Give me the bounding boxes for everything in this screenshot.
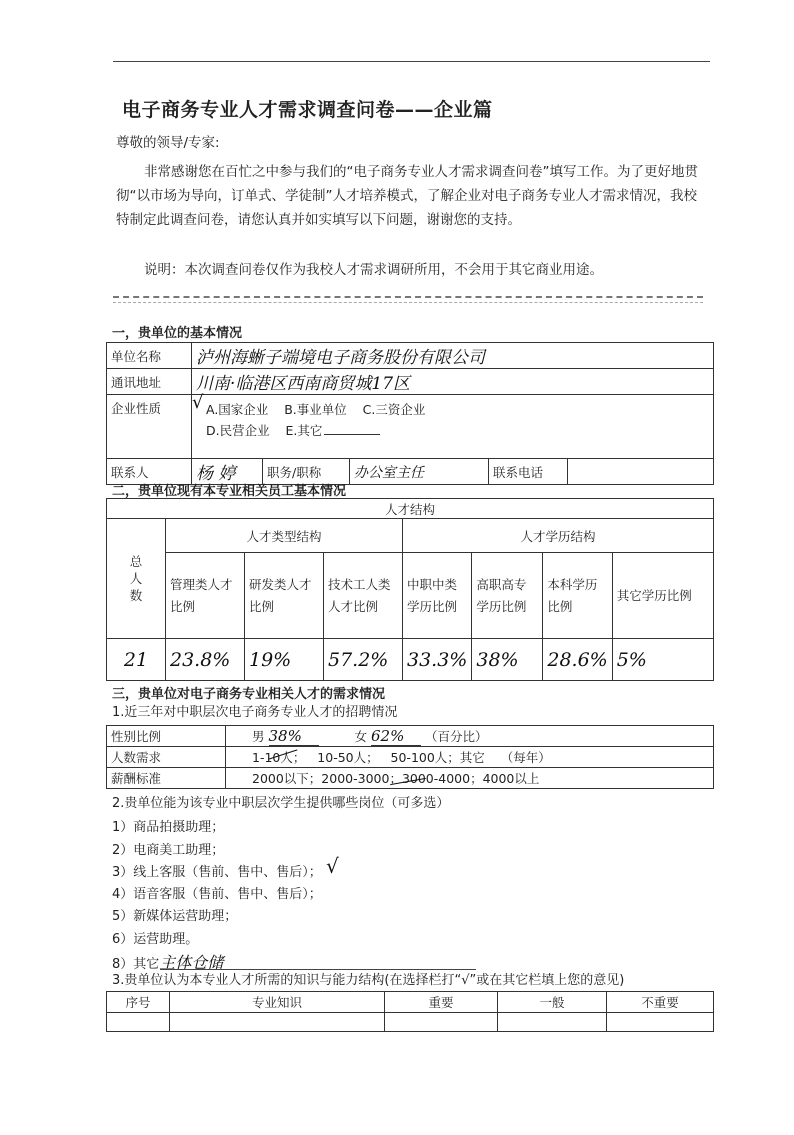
post-item-2[interactable]: 2）电商美工助理； bbox=[112, 843, 225, 858]
value-secondary: 33.3% bbox=[407, 648, 468, 671]
gender-female-label: 女 bbox=[354, 728, 367, 744]
value-cell-secondary[interactable] bbox=[403, 639, 472, 681]
gender-female-value: 62% bbox=[371, 727, 421, 746]
position-field[interactable] bbox=[350, 459, 489, 485]
position-value: 办公室主任 bbox=[354, 464, 424, 481]
total-value-cell[interactable] bbox=[107, 639, 166, 681]
address-label: 通讯地址 bbox=[107, 369, 192, 395]
value-cell-other[interactable] bbox=[612, 639, 713, 681]
post-other-value: 主体仓储 bbox=[159, 953, 224, 972]
phone-label: 联系电话 bbox=[489, 459, 568, 485]
header-not-important: 不重要 bbox=[607, 992, 714, 1013]
nature-options-row1: A.国家企业 B.事业单位 C.三资企业 bbox=[206, 402, 426, 417]
nature-options-row2 bbox=[206, 420, 709, 441]
dashed-divider bbox=[113, 296, 703, 298]
position-label: 职务/职称 bbox=[263, 459, 350, 485]
post-item-1[interactable]: 1）商品拍摄助理； bbox=[112, 820, 225, 835]
col-header-technical: 技术工人类人才比例 bbox=[324, 553, 403, 639]
question-2: 2.贵单位能为该专业中职层次学生提供哪些岗位（可多选） bbox=[112, 796, 450, 811]
edu-structure-header: 人才学历结构 bbox=[403, 519, 714, 553]
page-title: 电子商务专业人才需求调查问卷——企业篇 bbox=[122, 99, 493, 121]
demand-label: 人数需求 bbox=[107, 747, 226, 768]
col-header-management: 管理类人才比例 bbox=[166, 553, 245, 639]
empty-cell[interactable] bbox=[498, 1013, 607, 1032]
section3-heading: 三，贵单位对电子商务专业相关人才的需求情况 bbox=[112, 687, 386, 702]
col-header-secondary: 中职中类学历比例 bbox=[403, 553, 472, 639]
question-3: 3.贵单位认为本专业人才所需的知识与能力结构(在选择栏打“√”或在其它栏填上您的意见) bbox=[112, 973, 625, 988]
value-cell-vocational[interactable] bbox=[472, 639, 543, 681]
col-header-bachelor: 本科学历比例 bbox=[543, 553, 612, 639]
nature-options[interactable] bbox=[192, 395, 714, 459]
col-header-rnd: 研发类人才比例 bbox=[245, 553, 324, 639]
value-other: 5% bbox=[616, 648, 647, 671]
post-item-5[interactable]: 5）新媒体运营助理； bbox=[112, 909, 238, 924]
top-rule bbox=[113, 61, 710, 62]
gender-field[interactable] bbox=[226, 726, 714, 747]
header-knowledge: 专业知识 bbox=[170, 992, 385, 1013]
total-header-text: 总人数 bbox=[129, 554, 143, 603]
staff-table bbox=[106, 498, 714, 681]
header-seq: 序号 bbox=[107, 992, 170, 1013]
check-mark: √ bbox=[192, 392, 204, 413]
gender-male-label: 男 bbox=[252, 728, 265, 744]
type-structure-header: 人才类型结构 bbox=[166, 519, 403, 553]
col-header-vocational: 高职高专学历比例 bbox=[472, 553, 543, 639]
header-important: 重要 bbox=[385, 992, 498, 1013]
unit-name-field[interactable] bbox=[192, 343, 714, 369]
contact-value: 杨 婷 bbox=[196, 464, 236, 484]
unit-name-label: 单位名称 bbox=[107, 343, 192, 369]
value-rnd: 19% bbox=[249, 648, 292, 671]
value-cell-bachelor[interactable] bbox=[543, 639, 612, 681]
post-item-6[interactable]: 6）运营助理。 bbox=[112, 932, 199, 947]
empty-cell[interactable] bbox=[607, 1013, 714, 1032]
value-bachelor: 28.6% bbox=[547, 648, 608, 671]
value-technical: 57.2% bbox=[328, 648, 389, 671]
post-item-3[interactable]: 3）线上客服（售前、售中、售后）； bbox=[112, 865, 322, 880]
salary-options[interactable]: 2000以下；2000-3000；3000-4000；4000以上 bbox=[226, 768, 714, 789]
dashed-divider-2 bbox=[113, 302, 703, 303]
post-3-check-mark: √ bbox=[326, 854, 339, 878]
gender-label: 性别比例 bbox=[107, 726, 226, 747]
col-header-other: 其它学历比例 bbox=[612, 553, 713, 639]
question-1: 1.近三年对中职层次电子商务专业人才的招聘情况 bbox=[112, 705, 398, 720]
total-header bbox=[107, 519, 166, 639]
nature-label: 企业性质 bbox=[107, 395, 192, 459]
section2-heading: 二，贵单位现有本专业相关员工基本情况 bbox=[112, 484, 347, 499]
other-underline bbox=[160, 969, 476, 970]
value-management: 23.8% bbox=[170, 648, 231, 671]
value-vocational: 38% bbox=[476, 648, 519, 671]
knowledge-table bbox=[106, 991, 714, 1032]
section1-heading: 一，贵单位的基本情况 bbox=[112, 326, 243, 341]
header-normal: 一般 bbox=[498, 992, 607, 1013]
nature-options-row2-text: D.民营企业 E.其它 bbox=[206, 423, 323, 438]
talent-structure-header: 人才结构 bbox=[107, 499, 714, 519]
gender-male-value: 38% bbox=[269, 727, 319, 746]
intro-paragraph: 非常感谢您在百忙之中参与我们的“电子商务专业人才需求调查问卷”填写工作。为了更好地贯彻“以市场为导向，订单式、学徒制”人才培养模式，了解企业对电子商务专业人才需求情况，我校特制定此调查问卷，请您认真并如实填写以下问题，谢谢您的支持。 bbox=[116, 164, 698, 228]
empty-cell[interactable] bbox=[385, 1013, 498, 1032]
recruit-table bbox=[106, 725, 714, 789]
address-field[interactable] bbox=[192, 369, 714, 395]
post-item-4[interactable]: 4）语音客服（售前、售中、售后）； bbox=[112, 887, 322, 902]
unit-name-value: 泸州海蜥子端境电子商务股份有限公司 bbox=[196, 348, 485, 368]
contact-label: 联系人 bbox=[107, 459, 192, 485]
value-cell-technical[interactable] bbox=[324, 639, 403, 681]
phone-field[interactable] bbox=[568, 459, 714, 485]
salary-label: 薪酬标准 bbox=[107, 768, 226, 789]
post-item-8-label: 8）其它 bbox=[112, 957, 160, 972]
total-value: 21 bbox=[123, 648, 149, 671]
value-cell-management[interactable] bbox=[166, 639, 245, 681]
note-text: 说明：本次调查问卷仅作为我校人才需求调研所用，不会用于其它商业用途。 bbox=[144, 262, 603, 278]
gender-suffix: （百分比） bbox=[424, 728, 488, 744]
demand-options[interactable]: 1-10人； 10-50人； 50-100人；其它 （每年） bbox=[226, 747, 714, 768]
value-cell-rnd[interactable] bbox=[245, 639, 324, 681]
empty-cell bbox=[107, 1013, 170, 1032]
salutation: 尊敬的领导/专家: bbox=[116, 135, 220, 151]
address-value: 川南·临港区西南商贸城17区 bbox=[196, 374, 411, 394]
empty-cell bbox=[170, 1013, 385, 1032]
basic-info-table bbox=[106, 342, 714, 485]
